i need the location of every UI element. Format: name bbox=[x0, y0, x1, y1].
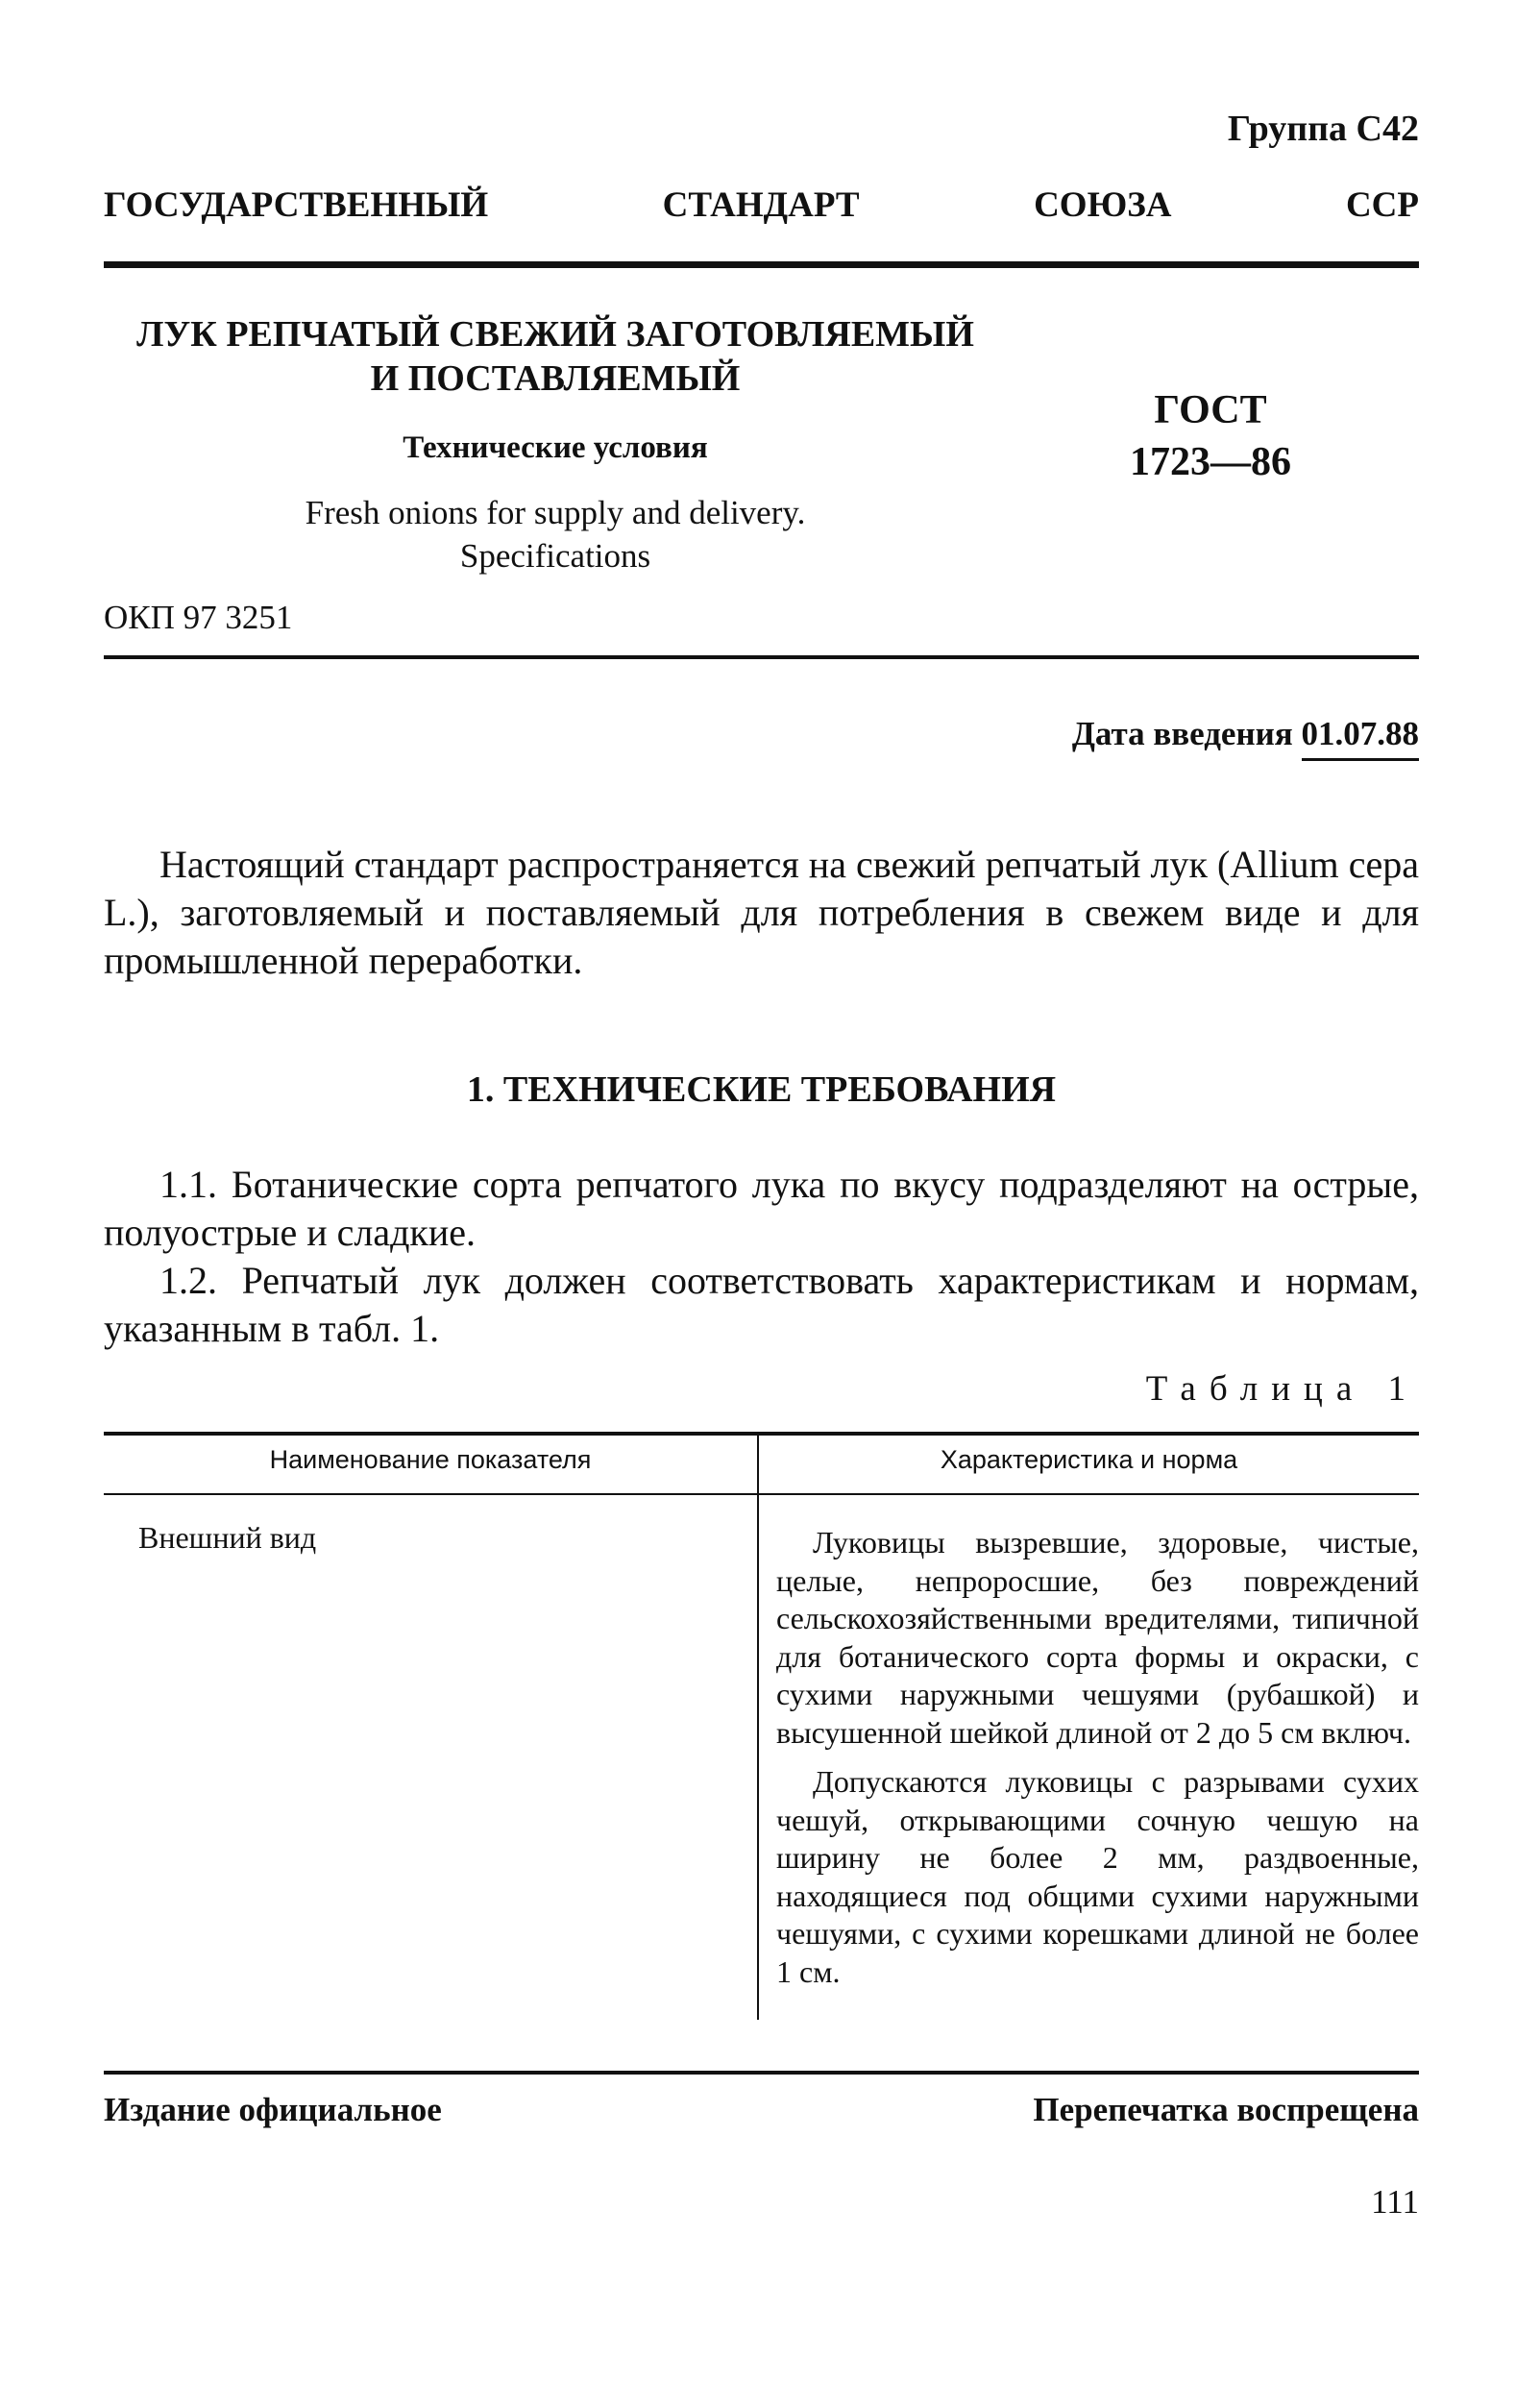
table-column-divider bbox=[757, 1432, 759, 2020]
table-top-border bbox=[104, 1432, 1419, 1436]
norm-paragraph-2: Допускаются луковицы с разрывами сухих чешуй, открывающими сочную чешую на ширину не более 2 мм, раздвоенные, находящиеся под общими сухими наружными чешуями, с сухими корешками длиной не более 1 см. bbox=[776, 1764, 1419, 1989]
title-line-1: ЛУК РЕПЧАТЫЙ СВЕЖИЙ ЗАГОТОВЛЯЕМЫЙ bbox=[136, 314, 974, 355]
english-title-line-2: Specifications bbox=[459, 537, 651, 575]
introduction-date-label: Дата введения bbox=[1071, 715, 1293, 752]
gost-code bbox=[1095, 384, 1326, 488]
top-divider bbox=[104, 261, 1419, 268]
title-line-2: И ПОСТАВЛЯЕМЫЙ bbox=[370, 358, 741, 399]
state-standard-word: ГОСУДАРСТВЕННЫЙ bbox=[104, 185, 489, 225]
state-standard-heading bbox=[104, 184, 1419, 226]
introduction-date-value: 01.07.88 bbox=[1302, 715, 1420, 761]
table-header-border bbox=[104, 1493, 1419, 1495]
clause-1-1: 1.1. Ботанические сорта репчатого лука по вкусу подразделяют на острые, полуострые и сладкие. bbox=[104, 1163, 1419, 1254]
okp-code: ОКП 97 3251 bbox=[104, 599, 293, 636]
official-edition-label: Издание официальное bbox=[104, 2091, 442, 2128]
english-title-line-1: Fresh onions for supply and delivery. bbox=[305, 494, 806, 531]
table-cell-norm bbox=[776, 1524, 1419, 2002]
table-caption: Таблица 1 bbox=[1145, 1369, 1419, 1409]
scope-paragraph: Настоящий стандарт распространяется на свежий репчатый лук (Allium cepa L.), заготовляемый и поставляемый для потребления в свежем виде и для промышленной переработки. bbox=[104, 843, 1419, 982]
table-cell-indicator: Внешний вид bbox=[138, 1520, 317, 1555]
state-standard-word: ССР bbox=[1345, 185, 1419, 225]
document-title bbox=[104, 312, 1007, 401]
group-label: Группа С42 bbox=[1227, 109, 1419, 149]
table-header-norm: Характеристика и норма bbox=[940, 1445, 1238, 1474]
middle-divider bbox=[104, 655, 1419, 659]
english-title bbox=[104, 491, 1007, 577]
state-standard-word: СОЮЗА bbox=[1034, 185, 1172, 225]
state-standard-word: СТАНДАРТ bbox=[662, 185, 860, 225]
requirements-table bbox=[104, 1432, 1419, 2020]
document-subtitle: Технические условия bbox=[403, 430, 708, 465]
page-number: 111 bbox=[1371, 2183, 1419, 2221]
table-header-indicator: Наименование показателя bbox=[269, 1445, 592, 1474]
clause-1-2: 1.2. Репчатый лук должен соответствовать характеристикам и нормам, указанным в табл. 1. bbox=[104, 1259, 1419, 1350]
bottom-divider bbox=[104, 2071, 1419, 2075]
gost-number: 1723—86 bbox=[1130, 440, 1291, 484]
section-heading: 1. ТЕХНИЧЕСКИЕ ТРЕБОВАНИЯ bbox=[466, 1069, 1057, 1110]
introduction-date bbox=[1072, 715, 1419, 753]
gost-label: ГОСТ bbox=[1154, 388, 1267, 432]
norm-paragraph-1: Луковицы вызревшие, здоровые, чистые, целые, непроросшие, без повреждений сельскохозяйственными вредителями, типичной для ботанического сорта формы и окраски, с сухими наружными чешуями (рубашкой) и высушенной шейкой длиной от 2 до 5 см включ. bbox=[776, 1525, 1419, 1750]
reprint-prohibited-label: Перепечатка воспрещена bbox=[1033, 2091, 1419, 2128]
